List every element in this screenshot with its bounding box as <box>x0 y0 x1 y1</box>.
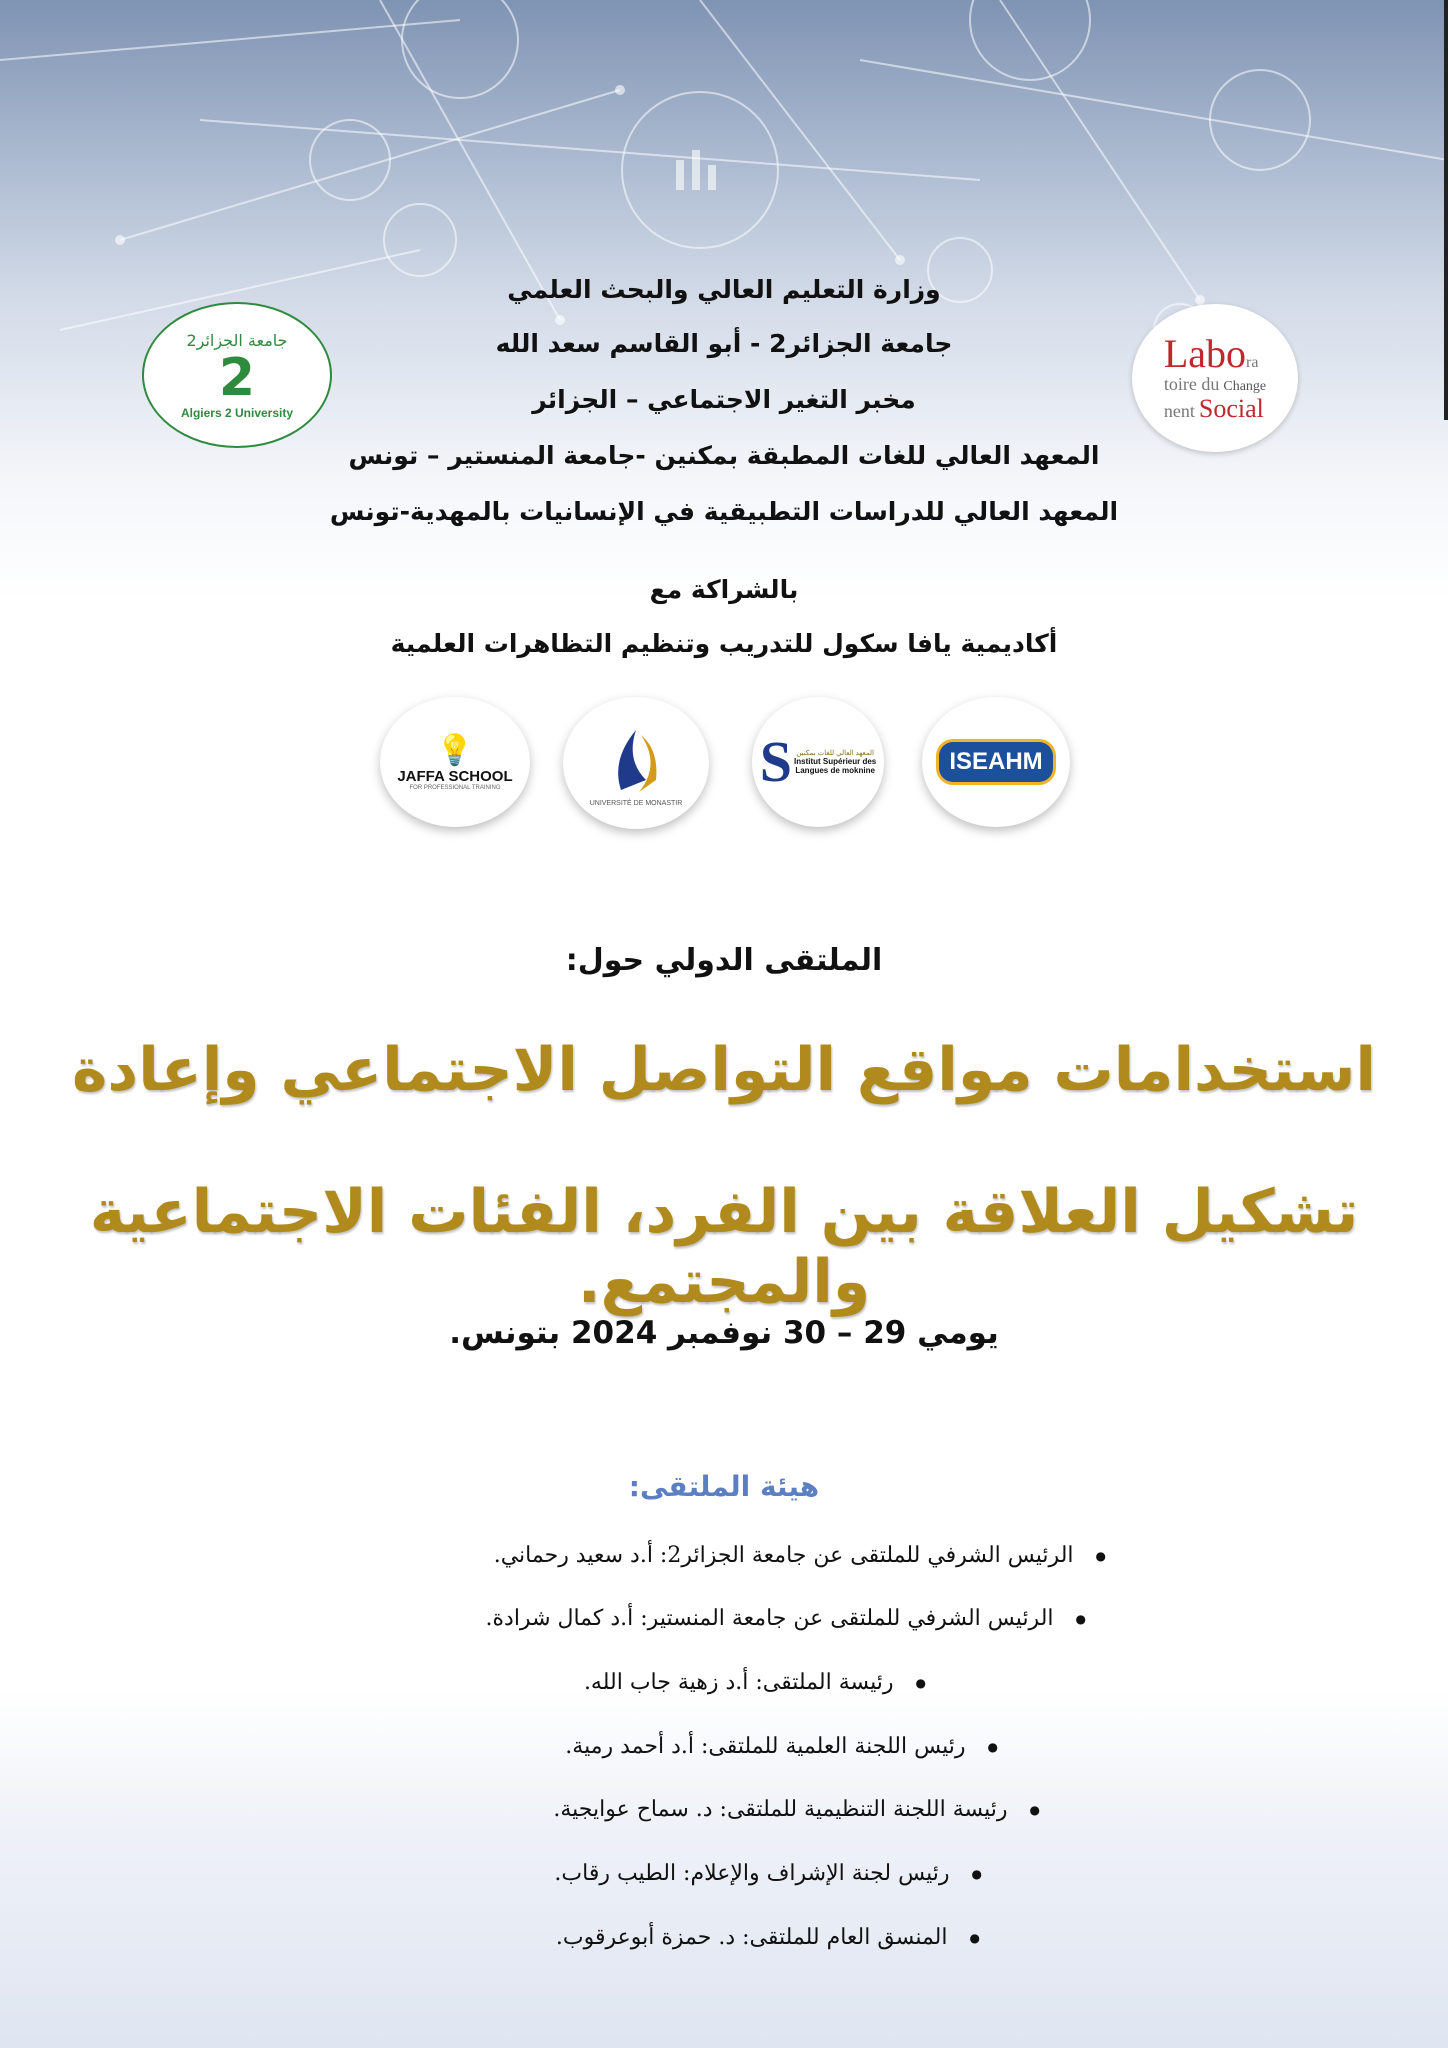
isl-moknine-logo <box>752 697 884 827</box>
labo-logo <box>1132 304 1298 452</box>
conference-intro: الملتقى الدولي حول: <box>565 943 883 978</box>
committee-member-text: الرئيس الشرفي للملتقى عن جامعة المنستير: أ.د كمال شرادة. <box>485 1606 1054 1631</box>
iseahm-badge <box>939 742 1052 782</box>
header-line-university: جامعة الجزائر2 - أبو القاسم سعد الله <box>495 329 953 358</box>
committee-member-text: رئيسة اللجنة التنظيمية للملتقى: د. سماح عوايجية. <box>553 1797 1008 1822</box>
algiers-emblem-icon: 2 <box>218 347 256 408</box>
committee-member <box>553 1797 1040 1822</box>
isl-arabic: المعهد العالي للغات بمكنين <box>796 750 875 757</box>
partnership-label: بالشراكة مع <box>649 575 799 604</box>
labo-line3b: Social <box>1198 394 1264 424</box>
isl-french-2: Langues de moknine <box>795 766 875 775</box>
isl-emblem-icon: S <box>759 729 793 794</box>
jaffa-school-logo <box>380 697 530 827</box>
header-line-lab: مخبر التغير الاجتماعي – الجزائر <box>532 385 916 414</box>
committee-member <box>565 1734 998 1759</box>
committee-member <box>494 1543 1106 1568</box>
committee-member <box>554 1861 982 1886</box>
bullet-icon: ● <box>915 1676 926 1690</box>
committee-member-text: المنسق العام للملتقى: د. حمزة أبوعرقوب. <box>555 1925 948 1950</box>
iseahm-name: ISEAHM <box>949 748 1043 775</box>
labo-line2: toire du <box>1163 374 1220 395</box>
jaffa-name: JAFFA SCHOOL <box>397 767 513 785</box>
labo-line2b: Change <box>1223 379 1267 395</box>
conference-date: يومي 29 – 30 نوفمبر 2024 بتونس. <box>449 1315 999 1351</box>
algiers-logo-english: Algiers 2 University <box>180 405 294 420</box>
monastir-university-logo <box>563 697 709 829</box>
lightbulb-icon: 💡 <box>436 732 474 768</box>
labo-line3: nent <box>1163 401 1195 422</box>
labo-line1b: ra <box>1246 354 1259 372</box>
partner-academy: أكاديمية يافا سكول للتدريب وتنظيم التظاهرات العلمية <box>390 629 1058 658</box>
committee-member-text: الرئيس الشرفي للملتقى عن جامعة الجزائر2: أ.د سعيد رحماني. <box>493 1543 1074 1568</box>
monastir-emblem-icon <box>601 720 671 800</box>
committee-member <box>584 1670 926 1695</box>
bullet-icon: ● <box>987 1740 998 1754</box>
bullet-icon: ● <box>1075 1612 1086 1626</box>
header-line-institute-mahdia: المعهد العالي للدراسات التطبيقية في الإنسانيات بالمهدية-تونس <box>329 497 1119 526</box>
bullet-icon: ● <box>971 1867 982 1881</box>
isl-french-1: Institut Supérieur des <box>794 757 877 766</box>
conference-title-line1: استخدامات مواقع التواصل الاجتماعي وإعادة <box>72 1035 1376 1105</box>
algiers-university-logo <box>142 302 332 448</box>
labo-line1: Labo <box>1163 331 1247 377</box>
jaffa-subtitle: FOR PROFESSIONAL TRAINING <box>409 784 501 791</box>
conference-title-line2: تشكيل العلاقة بين الفرد، الفئات الاجتماعية والمجتمع. <box>89 1177 1359 1317</box>
algiers-logo-arabic: جامعة الجزائر2 <box>186 330 288 350</box>
committee-member-text: رئيسة الملتقى: أ.د زهية جاب الله. <box>583 1670 894 1695</box>
committee-member <box>556 1925 980 1950</box>
committee-title: هيئة الملتقى: <box>628 1470 820 1503</box>
bullet-icon: ● <box>969 1931 980 1945</box>
bullet-icon: ● <box>1029 1803 1040 1817</box>
header-line-ministry: وزارة التعليم العالي والبحث العلمي <box>507 275 941 304</box>
committee-member <box>486 1606 1087 1631</box>
committee-member-text: رئيس لجنة الإشراف والإعلام: الطيب رقاب. <box>554 1861 950 1886</box>
header-line-institute-moknine: المعهد العالي للغات المطبقة بمكنين -جامعة المنستير – تونس <box>348 441 1100 470</box>
committee-member-text: رئيس اللجنة العلمية للملتقى: أ.د أحمد رمية. <box>565 1734 966 1759</box>
monastir-name: UNIVERSITÉ DE MONASTIR <box>589 799 683 807</box>
iseahm-logo <box>922 697 1070 827</box>
bullet-icon: ● <box>1095 1549 1106 1563</box>
